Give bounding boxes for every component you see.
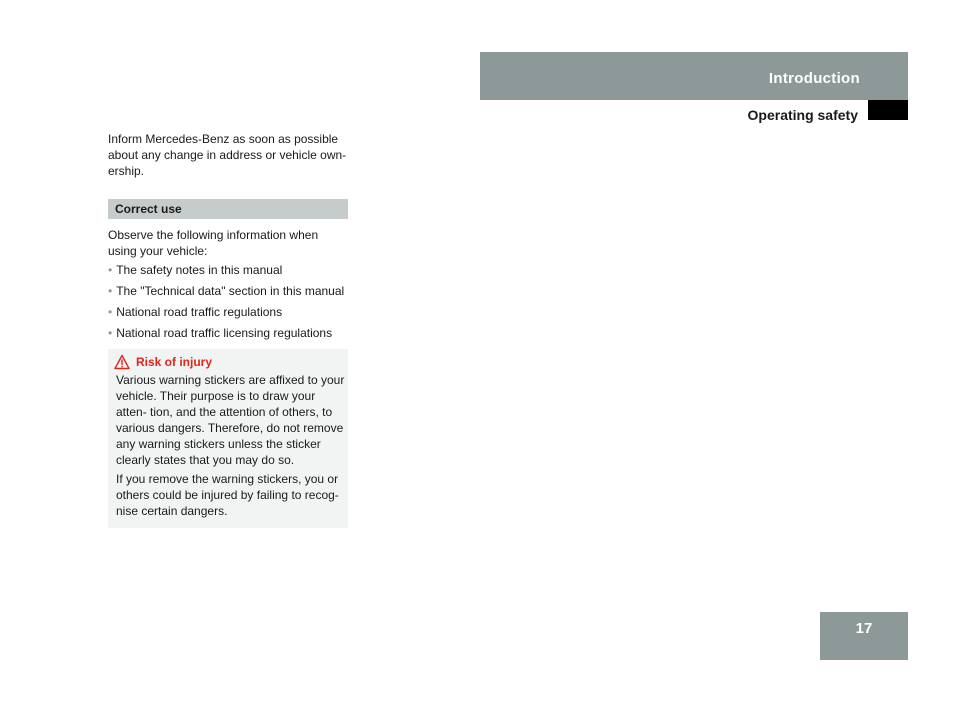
intro-paragraph: Inform Mercedes-Benz as soon as possible about any change in address or vehicle own- ership. (108, 132, 347, 178)
list-item (108, 262, 348, 278)
correct-use-intro: Observe the following information when using your vehicle: (108, 228, 319, 258)
bullet-icon: • (108, 263, 113, 277)
list-item-text: National road traffic licensing regulations (116, 326, 333, 340)
list-item-text: National road traffic regulations (116, 305, 283, 319)
subsection-title: Operating safety (747, 107, 858, 123)
page-number-box (820, 612, 908, 660)
warning-title-text: Risk of injury (136, 355, 213, 369)
correct-use-heading: Correct use (108, 199, 348, 219)
page-number: 17 (855, 620, 873, 637)
bullet-icon: • (108, 326, 113, 340)
list-item (108, 304, 348, 320)
section-tab-marker (868, 100, 908, 120)
list-item-text: The "Technical data" section in this manual (116, 284, 345, 298)
warning-triangle-icon (114, 354, 130, 370)
main-content (108, 131, 348, 528)
list-item-text: The safety notes in this manual (116, 263, 283, 277)
section-header-band (480, 52, 908, 100)
warning-paragraph: If you remove the warning stickers, you or others could be injured by failing to recog- nise certain dangers. (116, 472, 339, 518)
warning-paragraph: Various warning stickers are affixed to your vehicle. Their purpose is to draw your atten- tion, and the attention of others, to various dangers. Therefore, do not remove any warning stickers unless the sticker clearly states that you may do so. (116, 373, 345, 467)
correct-use-list (108, 262, 348, 341)
list-item (108, 325, 348, 341)
warning-box (108, 349, 348, 528)
warning-title (114, 354, 346, 370)
section-title: Introduction (768, 70, 860, 87)
list-item (108, 283, 348, 299)
bullet-icon: • (108, 284, 113, 298)
bullet-icon: • (108, 305, 113, 319)
